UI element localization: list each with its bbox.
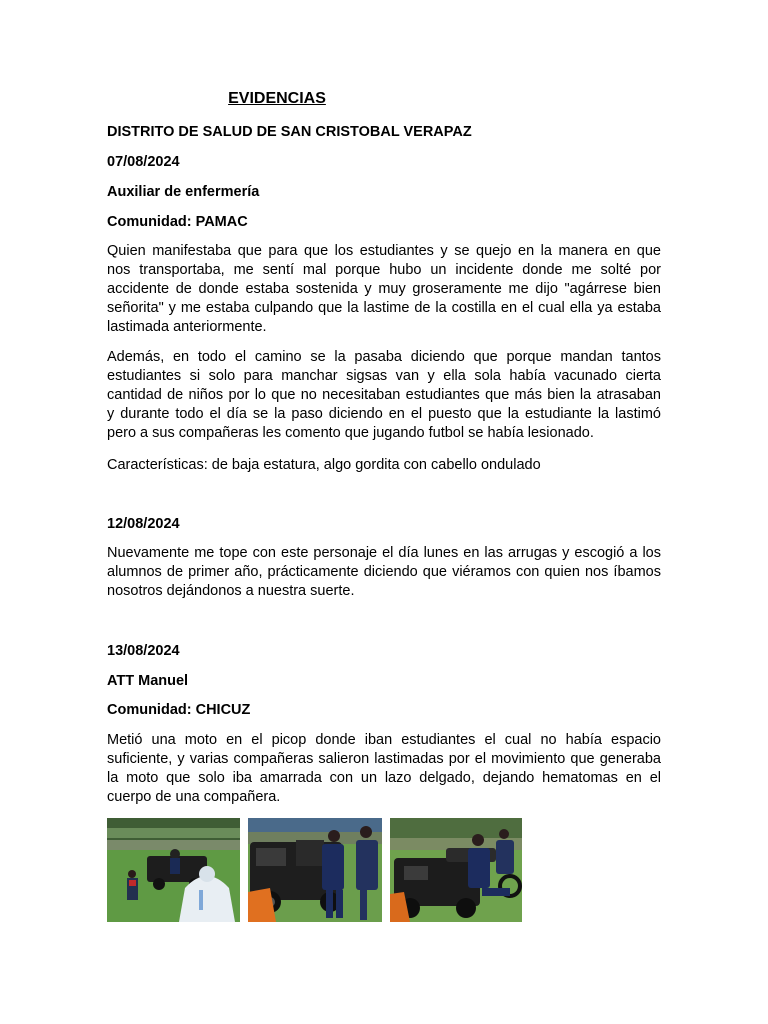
text-line: Metió una moto en el picop donde iban estudiantes el cual no había espacio xyxy=(107,732,661,748)
entry2-paragraph-1 xyxy=(107,544,661,601)
entry1-community: Comunidad: PAMAC xyxy=(107,214,248,230)
text-line: suficiente, y varias compañeras salieron lastimadas por el movimiento que generaba xyxy=(107,751,661,767)
district-heading: DISTRITO DE SALUD DE SAN CRISTOBAL VERAPAZ xyxy=(107,124,472,140)
text-line: lastimada anteriormente. xyxy=(107,319,267,335)
entry2-date: 12/08/2024 xyxy=(107,516,180,532)
text-line: cantidad de niños por lo que no necesitaban estudiantes que más bien la atrasaban xyxy=(107,387,661,403)
entry3-paragraph-1 xyxy=(107,731,661,807)
text-line: Además, en todo el camino se la pasaba diciendo que porque mandan tantos xyxy=(107,349,661,365)
text-line: cuerpo de una compañera. xyxy=(107,789,281,805)
text-line: señorita" y me estaba culpando que la lastime de la costilla en el cual ella ya estaba xyxy=(107,300,661,316)
text-line: alumnos de primer año, prácticamente diciendo que viéramos con quien nos íbamos xyxy=(107,564,661,580)
entry1-traits: Características: de baja estatura, algo gordita con cabello ondulado xyxy=(107,457,541,473)
text-line: Quien manifestaba que para que los estudiantes y se quejo en la manera en que xyxy=(107,243,661,259)
photo-pickup-students-icon xyxy=(248,818,382,922)
text-line: accidente de donde estaba sostenida y muy groseramente me dijo "agárrese bien xyxy=(107,281,661,297)
photo-pickup-field-icon xyxy=(107,818,240,922)
entry3-community: Comunidad: CHICUZ xyxy=(107,702,251,718)
text-line: nos transportaba, me sentí mal porque hubo un incidente donde me solté por xyxy=(107,262,661,278)
text-line: estudiantes si solo para manchar sigsas van y ella sola había vacunado cierta xyxy=(107,368,661,384)
entry1-paragraph-2 xyxy=(107,348,661,443)
text-line: nosotros dejándonos a nuestra suerte. xyxy=(107,583,355,599)
text-line: pero a sus compañeras les comento que jugando futbol se había lesionado. xyxy=(107,425,594,441)
document-title: EVIDENCIAS xyxy=(228,90,326,107)
text-line: y durante todo el día se la paso diciendo en el puesto que la estudiante la lastimó xyxy=(107,406,661,422)
entry1-paragraph-1 xyxy=(107,242,661,337)
text-line: Nuevamente me tope con este personaje el día lunes en las arrugas y escogió a los xyxy=(107,545,661,561)
photo-pickup-motorcycle-icon xyxy=(390,818,522,922)
entry3-date: 13/08/2024 xyxy=(107,643,180,659)
entry1-date: 07/08/2024 xyxy=(107,154,180,170)
entry3-role: ATT Manuel xyxy=(107,673,189,689)
entry1-role: Auxiliar de enfermería xyxy=(107,184,260,200)
text-line: la moto que solo iba amarrada con un lazo delgado, dejando hematomas en el xyxy=(107,770,661,786)
